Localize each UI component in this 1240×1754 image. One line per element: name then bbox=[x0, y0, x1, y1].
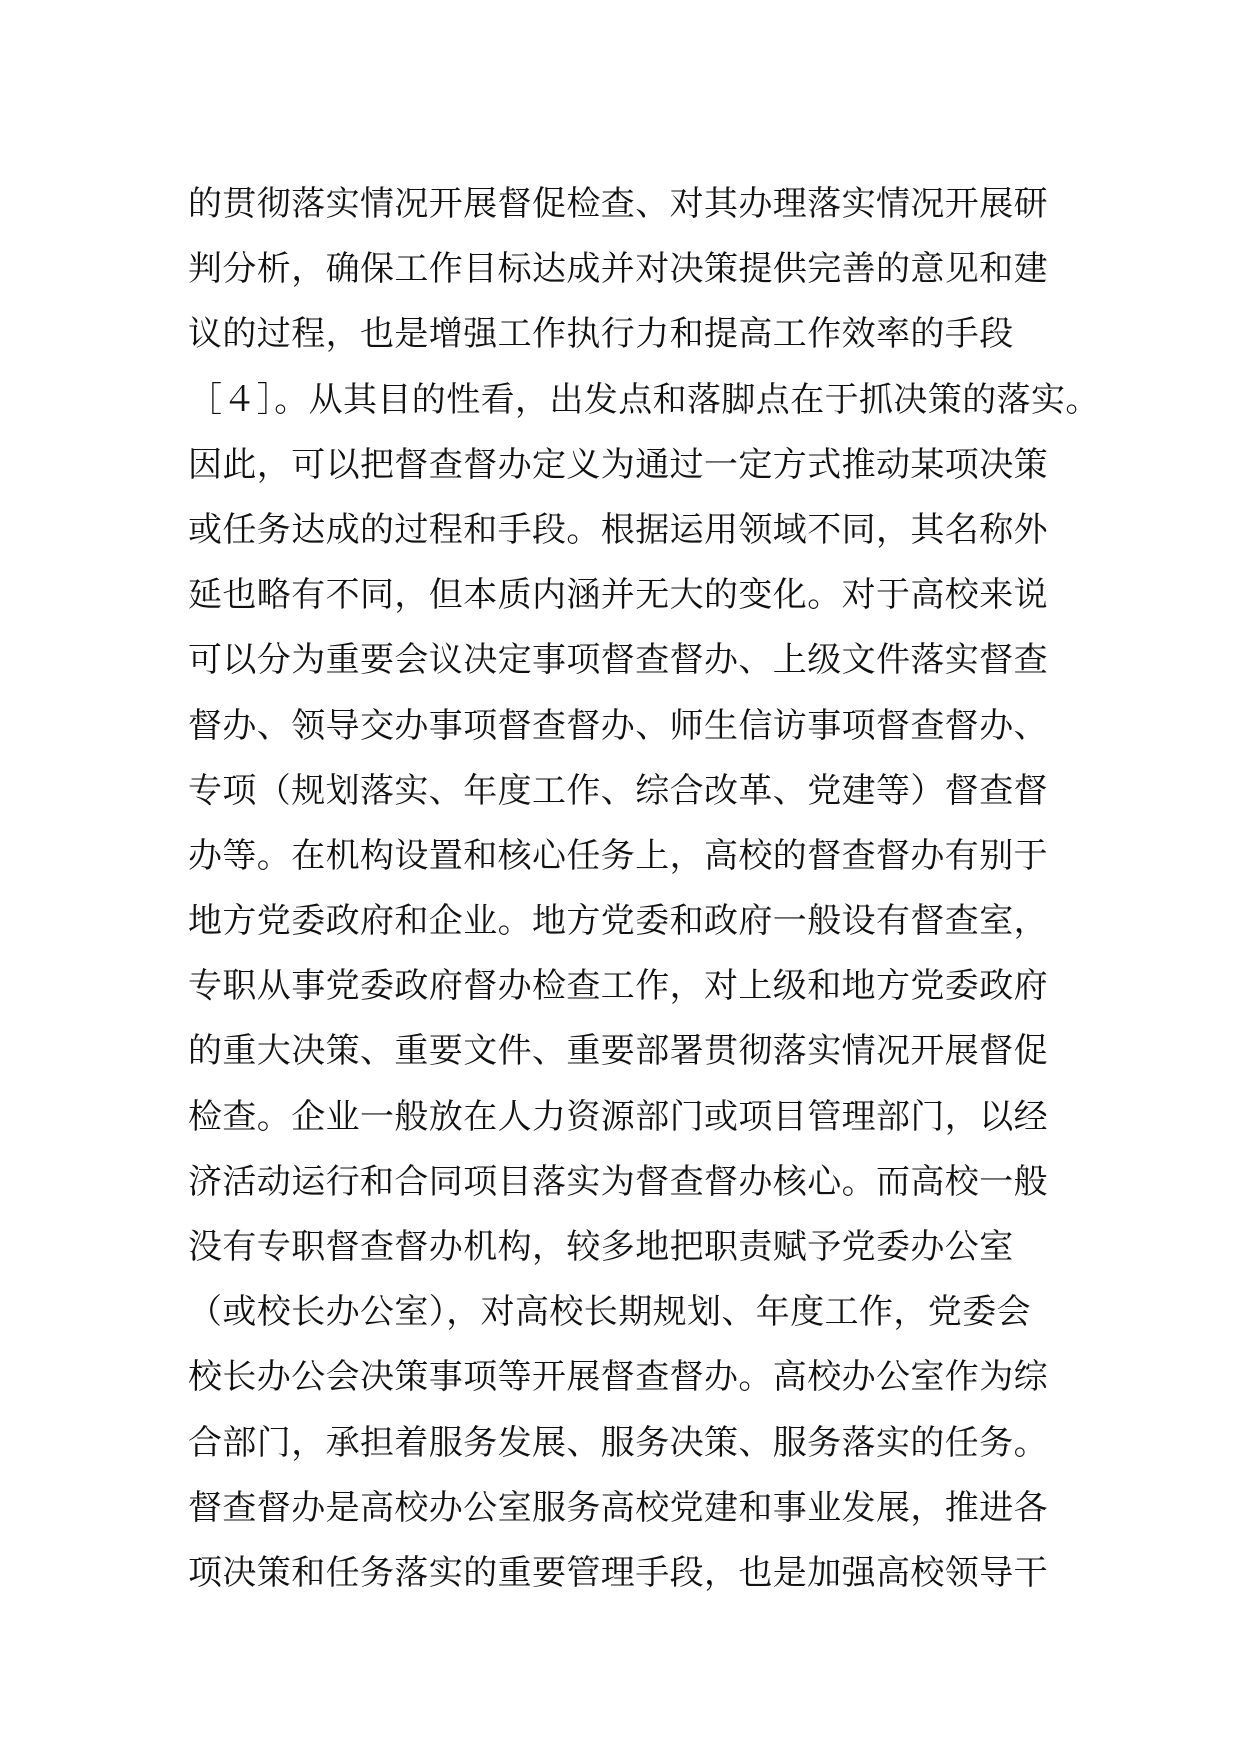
text-line: 议的过程，也是增强工作执行力和提高工作效率的手段 bbox=[188, 314, 1014, 355]
text-line: 或任务达成的过程和手段。根据运用领域不同，其名称外 bbox=[188, 509, 1048, 550]
text-line: 的贯彻落实情况开展督促检查、对其办理落实情况开展研 bbox=[188, 184, 1048, 224]
text-line: 专项（规划落实、年度工作、综合改革、党建等）督查督 bbox=[188, 770, 1048, 811]
text-line: 可以分为重要会议决定事项督查督办、上级文件落实督查 bbox=[188, 640, 1048, 681]
text-line: 的重大决策、重要文件、重要部署贯彻落实情况开展督促 bbox=[188, 1031, 1048, 1072]
text-line: （或校长办公室），对高校长期规划、年度工作，党委会 bbox=[188, 1292, 1031, 1333]
body-paragraph bbox=[188, 172, 1100, 1606]
text-line: 项决策和任务落实的重要管理手段，也是加强高校领导干 bbox=[188, 1552, 1048, 1593]
text-line: 地方党委政府和企业。地方党委和政府一般设有督查室， bbox=[188, 901, 1048, 942]
text-line: 因此，可以把督查督办定义为通过一定方式推动某项决策 bbox=[188, 444, 1048, 485]
text-line: 校长办公会决策事项等开展督查督办。高校办公室作为综 bbox=[188, 1357, 1048, 1398]
text-line: ［４］。从其目的性看，出发点和落脚点在于抓决策的落实。 bbox=[188, 379, 1100, 420]
text-line: 办等。在机构设置和核心任务上，高校的督查督办有别于 bbox=[188, 835, 1048, 876]
text-line: 检查。企业一般放在人力资源部门或项目管理部门，以经 bbox=[188, 1096, 1048, 1137]
text-line: 没有专职督查督办机构，较多地把职责赋予党委办公室 bbox=[188, 1227, 1014, 1267]
text-line: 合部门，承担着服务发展、服务决策、服务落实的任务。 bbox=[188, 1422, 1048, 1463]
text-line: 判分析，确保工作目标达成并对决策提供完善的意见和建 bbox=[188, 249, 1048, 290]
text-line: 督办、领导交办事项督查督办、师生信访事项督查督办、 bbox=[188, 705, 1048, 746]
text-line: 专职从事党委政府督办检查工作，对上级和地方党委政府 bbox=[188, 966, 1048, 1007]
text-line: 济活动运行和合同项目落实为督查督办核心。而高校一般 bbox=[188, 1161, 1048, 1202]
text-line: 督查督办是高校办公室服务高校党建和事业发展，推进各 bbox=[188, 1487, 1048, 1528]
text-line: 延也略有不同，但本质内涵并无大的变化。对于高校来说 bbox=[188, 575, 1048, 616]
